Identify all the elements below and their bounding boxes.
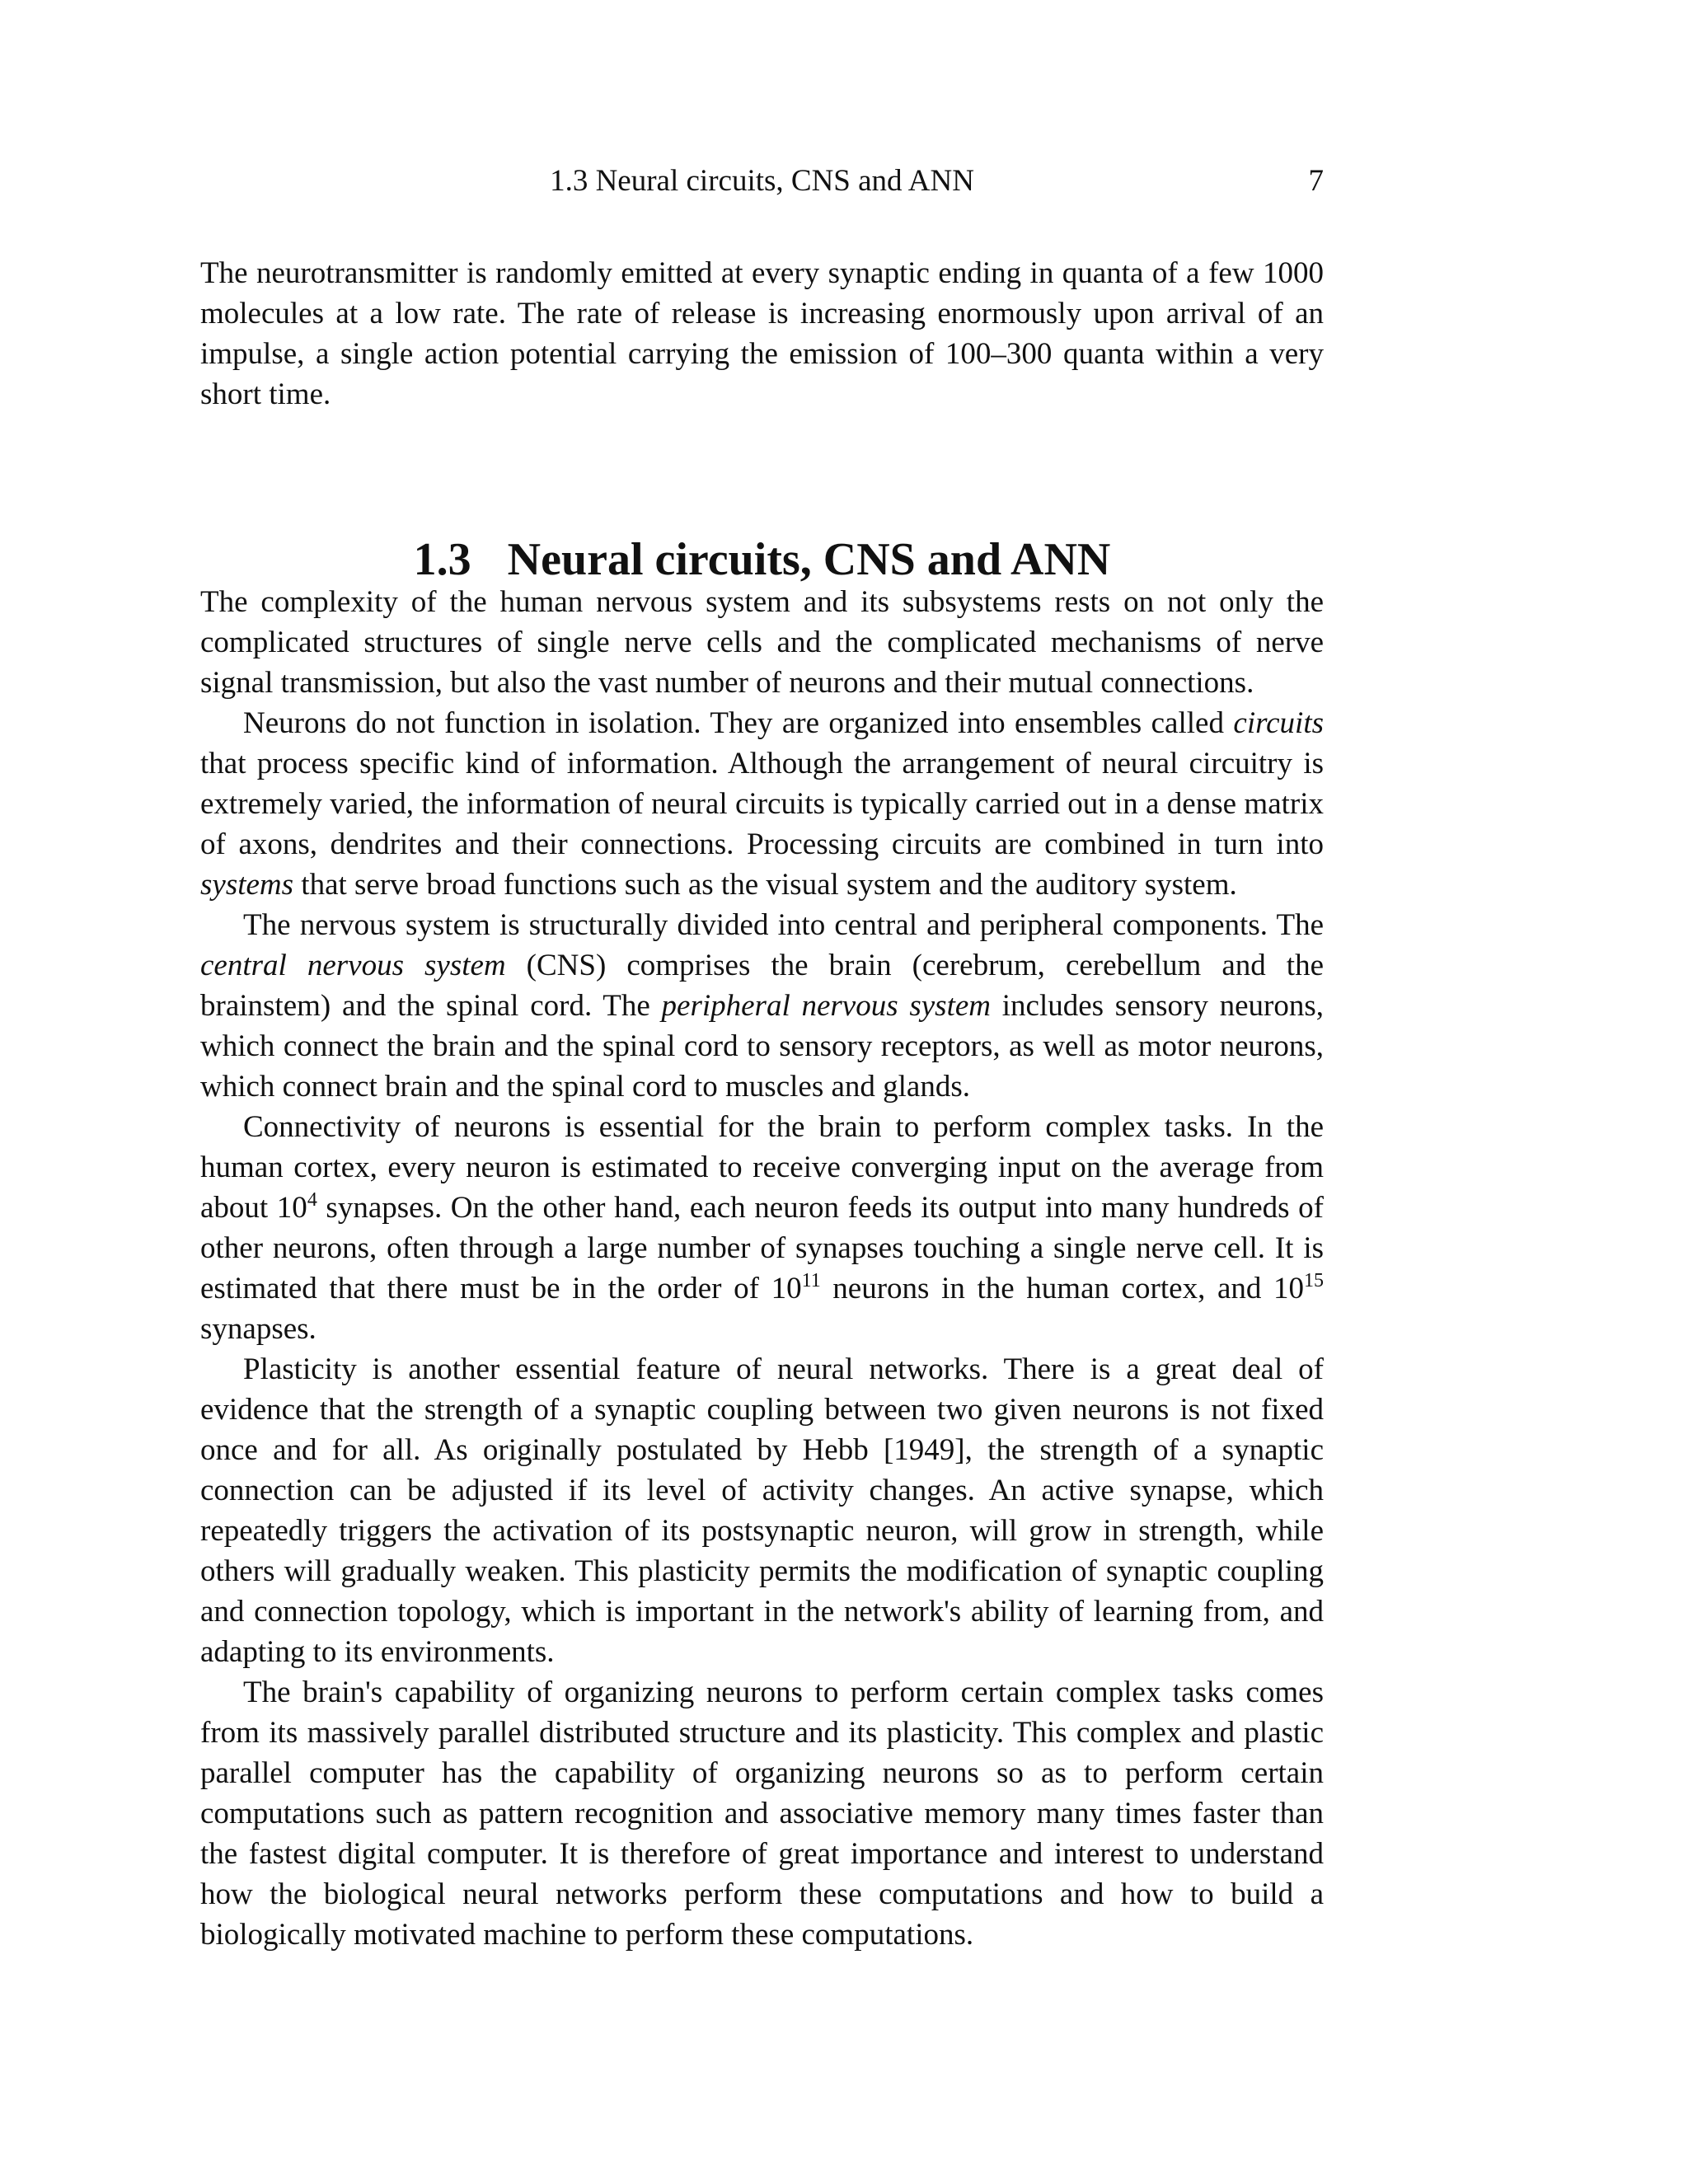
exponent: 11 [801,1270,821,1291]
term-systems: systems [200,868,294,902]
section-title: Neural circuits, CNS and ANN [507,534,1111,586]
text-run: Connectivity of neurons is essential for the brain to perform complex tasks. In the human cortex, every neuron is estimated to receive converging input on the average from about 10 [200,1110,1324,1225]
exponent: 4 [307,1189,317,1211]
exponent: 15 [1304,1270,1324,1291]
paragraph-plasticity: Plasticity is another essential feature of neural networks. There is a great deal of evidence that the strength of a synaptic coupling between two given neurons is not fixed once and for all. As originally postulated by Hebb [1949], the strength of a synaptic connection can be adjusted if its level of activity changes. An active synapse, which repeatedly triggers the activation of its postsynaptic neuron, will grow in strength, while others will gradually weaken. This plasticity permits the modification of synaptic coupling and connection topology, which is important in the network's ability of learning from, and adapting to its environments. [200,1352,1324,1669]
intro-paragraph: The neurotransmitter is randomly emitted at every synaptic ending in quanta of a few 1000 molecules at a low rate. The rate of release is increasing enormously upon arrival of an impulse, a single action potential carrying the emission of 100–300 quanta within a very short time. [200,256,1324,411]
running-title: 1.3 Neural circuits, CNS and ANN [550,164,974,198]
paragraph-capability: The brain's capability of organizing neurons to perform certain complex tasks comes from its massively parallel distributed structure and its plasticity. This complex and plastic parallel computer has the capability of organizing neurons so as to perform certain computations such as pattern recognition and associative memory many times faster than the fastest digital computer. It is therefore of great importance and interest to understand how the biological neural networks perform these computations and how to build a biologically motivated machine to perform these computations. [200,1675,1324,1952]
paragraph-circuits [200,703,1324,905]
paragraph-nervous-system [200,905,1324,1107]
text-run: neurons in the human cortex, and 10 [820,1272,1304,1305]
paragraph-complexity: The complexity of the human nervous system and its subsystems rests on not only the complicated structures of single nerve cells and the complicated mechanisms of nerve signal transmission, but also the vast number of neurons and their mutual connections. [200,585,1324,700]
paragraph-connectivity [200,1107,1324,1349]
section-heading [200,531,1324,588]
text-run: (CNS) comprises the brain (cerebrum, cerebellum and the brainstem) and the spinal cord. The [200,949,1324,1023]
term-circuits: circuits [1233,706,1324,740]
term-peripheral-nervous-system: peripheral nervous system [661,989,992,1023]
section-number: 1.3 [413,534,471,586]
running-head [200,162,1324,201]
text-run: that serve broad functions such as the visual system and the auditory system. [293,868,1237,902]
text-run: synapses. On the other hand, each neuron feeds its output into many hundreds of other neurons, often through a large number of synapses touching a single nerve cell. It is estimated that there must be in the order of 10 [200,1191,1324,1305]
section-body [200,582,1324,1955]
page-number: 7 [1308,164,1324,198]
text-run: Neurons do not function in isolation. They are organized into ensembles called [243,706,1234,740]
text-run: The nervous system is structurally divided into central and peripheral components. The [243,908,1324,942]
term-central-nervous-system: central nervous system [200,949,506,982]
text-run: synapses. [200,1312,316,1346]
text-run: includes sensory neurons, which connect the brain and the spinal cord to sensory receptors, as well as motor neurons, which connect brain and the spinal cord to muscles and glands. [200,989,1324,1104]
intro-text [200,253,1324,415]
text-run: that process specific kind of information. Although the arrangement of neural circuitry is extremely varied, the information of neural circuits is typically carried out in a dense matrix of axons, dendrites and their connections. Processing circuits are combined in turn into [200,747,1324,861]
